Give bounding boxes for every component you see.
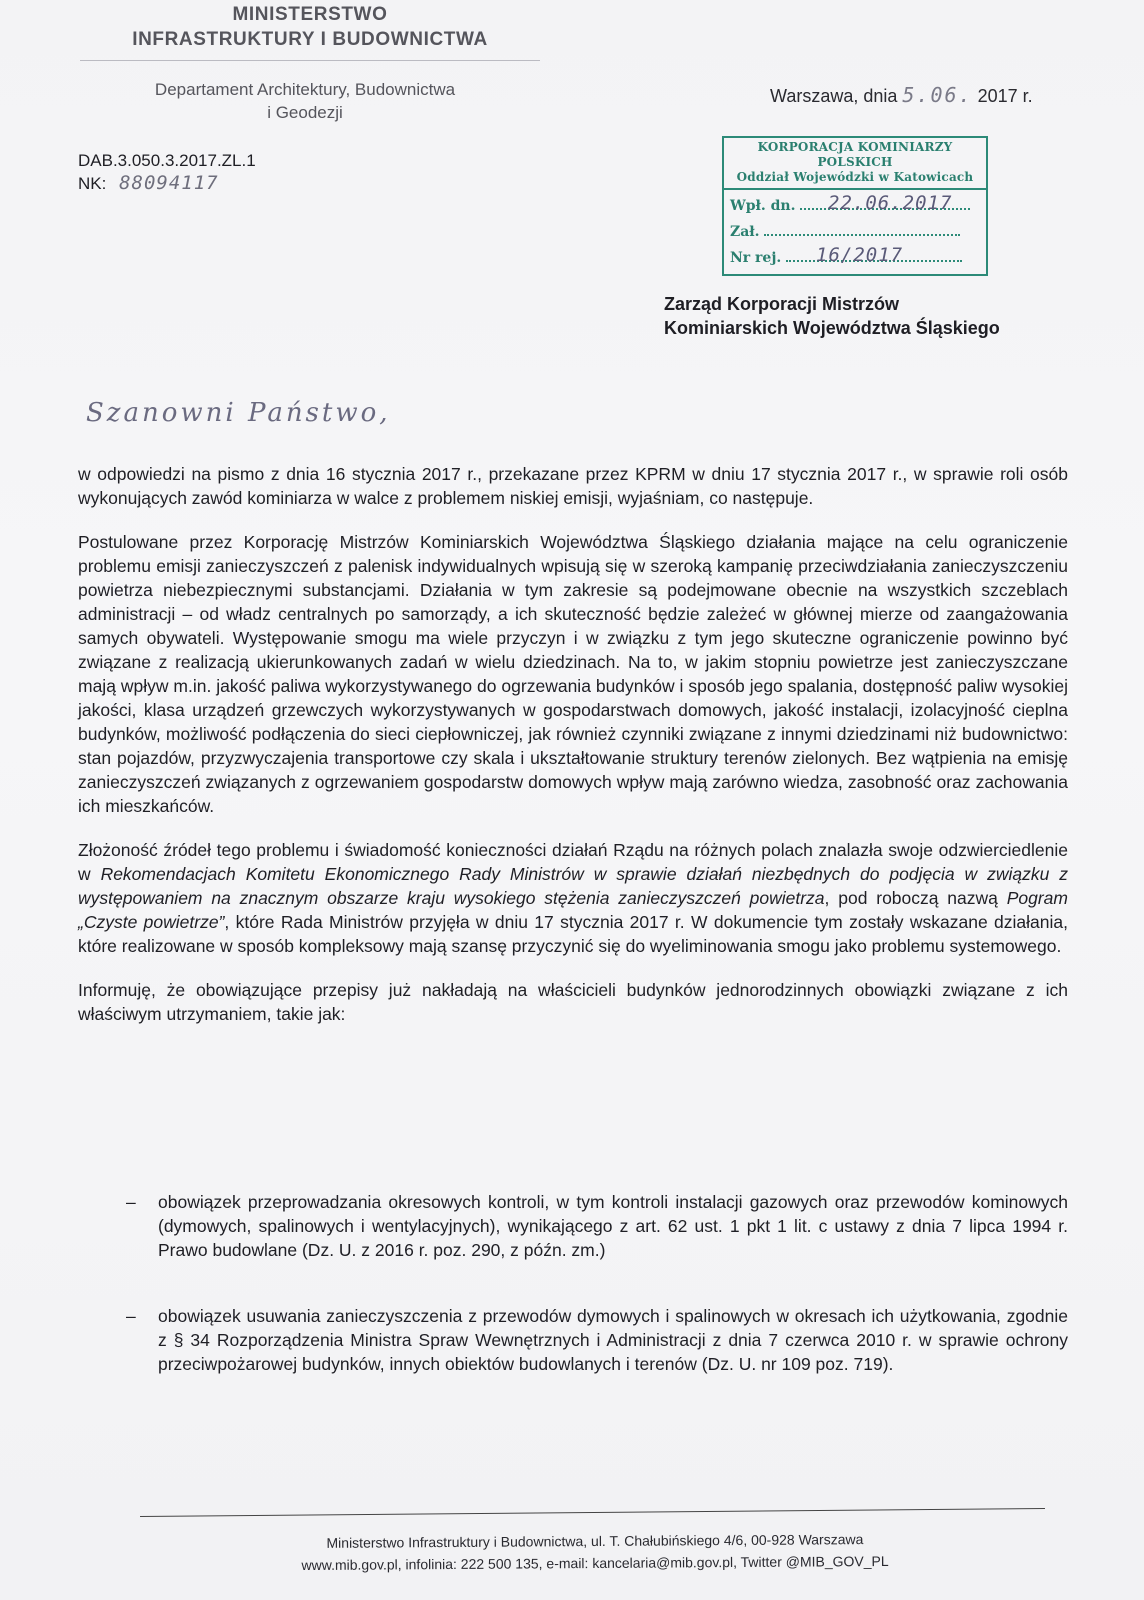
stamp-dotted-line — [764, 220, 960, 236]
stamp-org-name: KORPORACJA KOMINIARZY POLSKICH — [757, 140, 953, 169]
year-suffix: 2017 r. — [977, 86, 1033, 106]
paragraph-3-text: , pod roboczą nazwą — [824, 888, 1007, 908]
list-dash: – — [126, 1306, 136, 1326]
footer-divider — [140, 1508, 1045, 1517]
department-line2: i Geodezji — [267, 103, 343, 122]
case-number: DAB.3.050.3.2017.ZL.1 — [78, 151, 256, 170]
list-item — [120, 1304, 1068, 1376]
stamp-register-label: Nr rej. — [730, 250, 782, 266]
list-item-text: obowiązek usuwania zanieczyszczenia z przewodów dymowych i spalinowych w okresach ich użytkowania, zgodnie z § 34 Rozporządzenia Ministra Spraw Wewnętrznych i Administracji z dnia 7 czerwca 2010 r. w sprawie ochrony przeciwpożarowej budynków, innych obiektów budowlanych i terenów (Dz. U. nr 109 poz. 719). — [158, 1306, 1068, 1374]
stamp-attachments-label: Zał. — [730, 224, 760, 240]
paragraph-3 — [78, 838, 1068, 958]
header-divider — [80, 60, 540, 61]
stamp-attachments-row — [724, 216, 986, 242]
department-line1: Departament Architektury, Budownictwa — [154, 80, 456, 99]
recipient-line2: Kominiarskich Województwa Śląskiego — [664, 318, 1000, 338]
list-item — [120, 1190, 1068, 1262]
stamp-branch-name: Oddział Wojewódzki w Katowicach — [736, 170, 974, 184]
paragraph-3-text: Złożoność źródeł tego problemu i świadomość konieczności działań Rządu na różnych polach znalazła swoje odzwierciedlenie w — [78, 840, 1068, 884]
ministry-header — [100, 2, 520, 52]
paragraph-3-text: , które Rada Ministrów przyjęła w dniu 17 stycznia 2017 r. W dokumencie tym zostały wskazane działania, które realizowane w sposób kompleksowy mają szansę przyczynić się do wyeliminowania smogu jako problemu systemowego. — [78, 912, 1068, 956]
place-prefix: Warszawa, dnia — [770, 86, 898, 106]
paragraph-3-italic-title: Rekomendacjach Komitetu Ekonomicznego Rady Ministrów w sprawie działań niezbędnych do podjęcia w związku z występowaniem na znacznym obszarze kraju wysokiego stężenia zanieczyszczeń powietrza — [78, 864, 1068, 908]
letter-body — [78, 462, 1068, 1046]
stamp-received-row — [724, 190, 986, 216]
nk-label: NK: — [78, 174, 107, 193]
place-and-date — [770, 83, 1033, 107]
stamp-received-date: 22.06.2017 — [828, 192, 953, 214]
recipient-address — [664, 292, 1000, 340]
footer-address: Ministerstwo Infrastruktury i Budownictwa, ul. T. Chałubińskiego 4/6, 00-928 Warszawa — [326, 1531, 864, 1551]
recipient-line1: Zarząd Korporacji Mistrzów — [664, 294, 900, 314]
paragraph-4: Informuję, że obowiązujące przepisy już nakładają na właścicieli budynków jednorodzinnych obowiązki związane z ich właściwym utrzymaniem, takie jak: — [78, 980, 1068, 1024]
incoming-mail-stamp — [722, 136, 988, 276]
stamp-register-number: 16/2017 — [816, 244, 904, 266]
ministry-name-line2: INFRASTRUKTURY I BUDOWNICTWA — [132, 29, 488, 50]
stamp-register-row — [724, 242, 986, 268]
footer-contacts: www.mib.gov.pl, infolinia: 222 500 135, e-mail: kancelaria@mib.gov.pl, Twitter @MIB_GOV_PL — [301, 1552, 889, 1574]
reference-numbers — [78, 150, 256, 195]
footer-contact — [200, 1527, 990, 1577]
stamp-received-label: Wpł. dn. — [730, 198, 796, 214]
paragraph-2: Postulowane przez Korporację Mistrzów Kominiarskich Województwa Śląskiego działania mające na celu ograniczenie problemu emisji zanieczyszczeń z palenisk indywidualnych wpisują się w szeroką kampanię przeciwdziałania zanieczyszczeniu powietrza niebezpiecznymi substancjami. Działania w tym zakresie są podejmowane obecnie na wszystkich szczeblach administracji – od władz centralnych po samorządy, a ich skuteczność będzie zależeć w głównej mierze od zaangażowania samych obywateli. Występowanie smogu ma wiele przyczyn i w związku z tym jego skuteczne ograniczenie powinno być związane z realizacją ukierunkowanych zadań w wielu dziedzinach. Na to, w jakim stopniu powietrze jest zanieczyszczane mają wpływ m.in. jakość paliwa wykorzystywanego do ogrzewania budynków i sposób jego spalania, dostępność paliw wysokiej jakości, klasa urządzeń grzewczych wykorzystywanych w gospodarstwach domowych, jakość instalacji, izolacyjność cieplna budynków, możliwość podłączenia do sieci ciepłowniczej, jak również czynniki związane z innymi dziedzinami niż budownictwo: stan pojazdów, przyzwyczajenia transportowe czy skala i ukształtowanie struktury terenów zielonych. Bez wątpienia na emisję zanieczyszczeń związanych z ogrzewaniem gospodarstw domowych wpływ mają zarówno wiedza, zasobność oraz zachowania ich mieszkańców. — [78, 532, 1068, 816]
list-dash: – — [126, 1192, 136, 1212]
handwritten-date: 5.06. — [902, 83, 973, 107]
department-name — [110, 78, 500, 124]
list-item-text: obowiązek przeprowadzania okresowych kontroli, w tym kontroli instalacji gazowych oraz przewodów kominowych (dymowych, spalinowych i wentylacyjnych), wynikającego z art. 62 ust. 1 pkt 1 lit. c ustawy z dnia 7 lipca 1994 r. Prawo budowlane (Dz. U. z 2016 r. poz. 290, z późn. zm.) — [158, 1192, 1068, 1260]
ministry-name-line1: MINISTERSTWO — [232, 4, 388, 25]
nk-handwritten-number: 88094117 — [119, 172, 219, 194]
handwritten-salutation: Szanowni Państwo, — [86, 398, 391, 428]
stamp-header — [724, 138, 986, 190]
paragraph-1: w odpowiedzi na pismo z dnia 16 stycznia 2017 r., przekazane przez KPRM w dniu 17 stycznia 2017 r., w sprawie roli osób wykonujących zawód kominiarza w walce z problemem niskiej emisji, wyjaśniam, co następuje. — [78, 464, 1068, 508]
paragraph-3-italic-program: Pogram „Czyste powietrze” — [78, 888, 1068, 932]
